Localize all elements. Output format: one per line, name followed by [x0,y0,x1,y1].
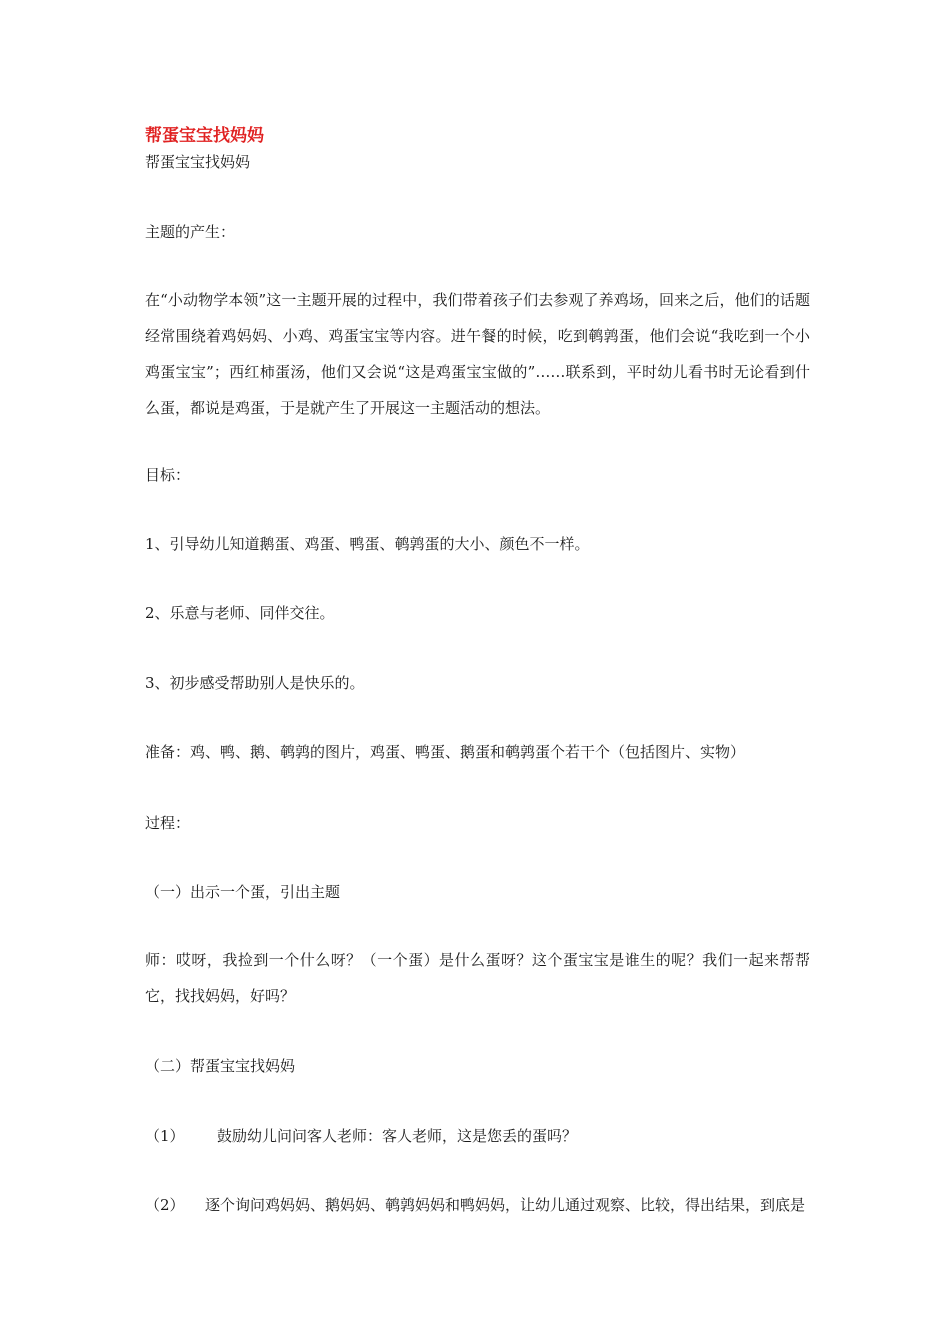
goals-heading: 目标： [145,466,191,484]
theme-origin-paragraph: 在“小动物学本领”这一主题开展的过程中，我们带着孩子们去参观了养鸡场，回来之后，他们的话题经常围绕着鸡妈妈、小鸡、鸡蛋宝宝等内容。进午餐的时候，吃到鹌鹑蛋，他们会说“我吃到一个小鸡蛋宝宝”；西红柿蛋汤，他们又会说“这是鸡蛋宝宝做的”……联系到，平时幼儿看书时无论看到什么蛋，都说是鸡蛋，于是就产生了开展这一主题活动的想法。 [145,291,810,417]
step1-paragraph: 师：哎呀，我捡到一个什么呀？（一个蛋）是什么蛋呀？这个蛋宝宝是谁生的呢？我们一起来帮帮它，找找妈妈，好吗？ [145,951,810,1005]
document-title: 帮蛋宝宝找妈妈 [145,126,264,146]
preparation-text: 准备：鸡、鸭、鹅、鹌鹑的图片，鸡蛋、鸭蛋、鹅蛋和鹌鹑蛋个若干个（包括图片、实物） [145,743,746,761]
sub-item-2-number: （2） [145,1196,185,1214]
sub-item-2 [145,1195,805,1215]
sub-item-1 [145,1126,577,1146]
step1-heading: （一）出示一个蛋，引出主题 [145,883,341,901]
sub-item-2-text: 逐个询问鸡妈妈、鹅妈妈、鹌鹑妈妈和鸭妈妈，让幼儿通过观察、比较，得出结果，到底是 [205,1196,806,1214]
document-subtitle: 帮蛋宝宝找妈妈 [145,153,251,171]
goal-item-1: 1、引导幼儿知道鹅蛋、鸡蛋、鸭蛋、鹌鹑蛋的大小、颜色不一样。 [145,535,590,553]
process-heading: 过程： [145,814,191,832]
goal-item-3: 3、初步感受帮助别人是快乐的。 [145,674,365,692]
step2-heading: （二）帮蛋宝宝找妈妈 [145,1057,296,1075]
sub-item-1-number: （1） [145,1127,185,1145]
sub-item-1-text: 鼓励幼儿问问客人老师：客人老师，这是您丢的蛋吗？ [217,1127,578,1145]
theme-origin-heading: 主题的产生： [145,223,236,241]
goal-item-2: 2、乐意与老师、同伴交往。 [145,604,335,622]
